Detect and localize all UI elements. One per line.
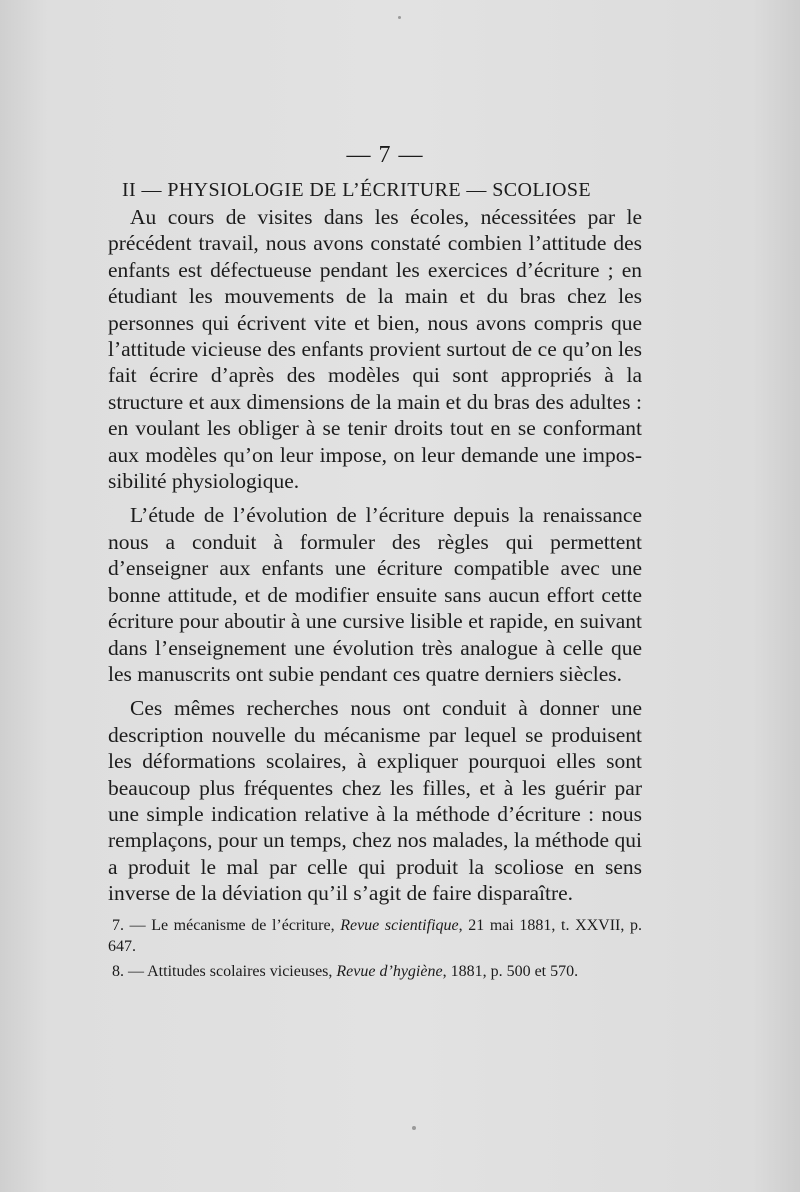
paragraph-2: L’étude de l’évolution de l’écriture depuis la renaissance nous a conduit à formuler des règles qui permettent d’enseigner aux enfants une écriture compatible avec une bonne attitude, et de modifier ensuite sans aucun effort cette écriture pour aboutir à une cursive lisible et rapide, en suivant dans l’enseignement une évolution très analogue à celle que les manuscrits ont subie pendant ces quatre derniers siècles. [108, 503, 642, 686]
scan-speck [412, 1126, 416, 1130]
paragraph-3: Ces mêmes recherches nous ont conduit à donner une description nouvelle du mécanisme par lequel se produisent les déformations scolaires, à expliquer pourquoi elles sont beaucoup plus fréquentes chez les filles, et à les guérir par une simple indication relative à la méthode d’écriture : nous remplaçons, pour un temps, chez nos malades, la méthode qui a produit le mal par celle qui produit la scoliose en sens inverse de la déviation qu’il s’agit de faire disparaître. [108, 696, 642, 906]
scan-speck [398, 16, 401, 19]
footnote-citation: , 21 mai 1881, t. XXVII, p. 647. [108, 916, 642, 955]
footnotes [108, 915, 642, 982]
journal-title: Revue d’hygiène [336, 962, 443, 980]
footnote-text: 8. — Attitudes scolaires vicieuses, [112, 962, 337, 980]
footnote-citation: , 1881, p. 500 et 570. [442, 962, 579, 980]
journal-title: Revue scientifique [340, 916, 459, 934]
page-content [108, 142, 642, 986]
paragraph-1: Au cours de visites dans les écoles, nécessitées par le précédent travail, nous avons constaté combien l’attitude des enfants est défectueuse pendant les exercices d’écriture ; en étudiant les mouvements de la main et du bras chez les personnes qui écrivent vite et bien, nous avons compris que l’attitude vicieuse des enfants provient surtout de ce qu’on les fait écrire d’après des modèles qui sont appropriés à la structure et aux dimensions de la main et du bras des adultes : en voulant les obliger à se tenir droits tout en se conformant aux modèles qu’on leur impose, on leur demande une impossibilité physiologique. [108, 205, 642, 494]
footnote-7 [108, 915, 642, 957]
chapter-heading: II — PHYSIOLOGIE DE L’ÉCRITURE — SCOLIOSE [122, 179, 591, 201]
page-number: — 7 — [346, 142, 424, 168]
footnote-text: 7. — Le mécanisme de l’écriture, [112, 916, 341, 934]
footnote-8 [108, 961, 642, 982]
